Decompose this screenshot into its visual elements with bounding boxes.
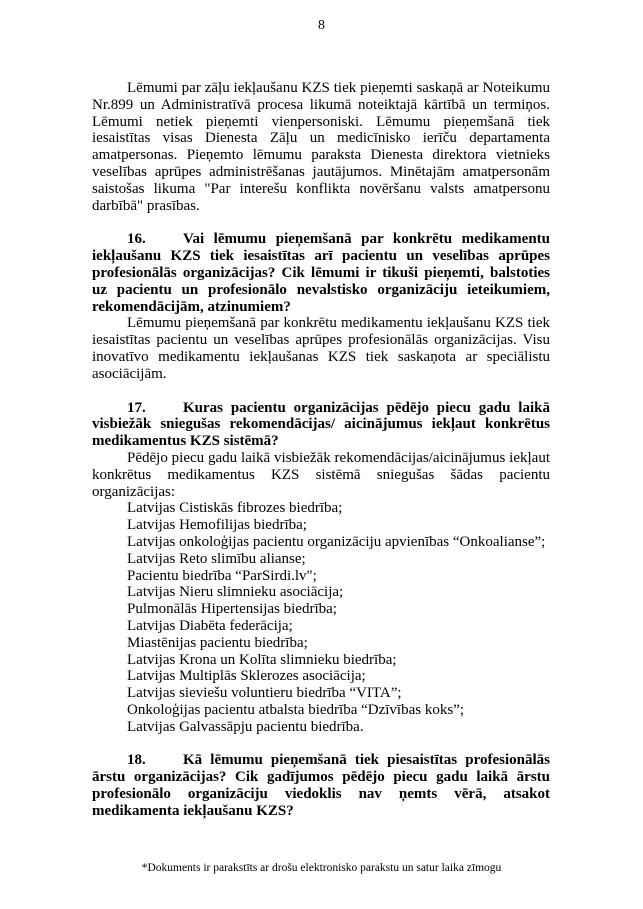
page-number: 8 bbox=[318, 18, 325, 33]
question-number: 17. bbox=[127, 399, 146, 416]
list-item: Latvijas Reto slimību alianse; bbox=[127, 550, 306, 567]
list-item: Pacientu biedrība “ParSirdi.lv"; bbox=[127, 567, 317, 584]
question-number: 16. bbox=[127, 231, 146, 248]
list-item: Latvijas Krona un Kolīta slimnieku biedrība; bbox=[127, 651, 397, 668]
spacer bbox=[92, 383, 550, 400]
list-item: Latvijas onkoloģijas pacientu organizāciju apvienības “Onkoalianse”; bbox=[127, 533, 546, 550]
question-number: 18. bbox=[127, 752, 146, 769]
spacer bbox=[92, 735, 550, 752]
question-text: Kuras pacientu organizācijas pēdējo piecu gadu laikā visbiežāk sniegušas rekomendācijas/ aicinājumus iekļaut konkrētus medikamentus KZS sistēmā? bbox=[92, 399, 550, 450]
list-item: Latvijas Nieru slimnieku asociācija; bbox=[127, 584, 344, 601]
list-item: Latvijas Cistiskās fibrozes biedrība; bbox=[127, 500, 343, 517]
list-item: Pulmonālās Hipertensijas biedrība; bbox=[127, 601, 337, 618]
question-17 bbox=[92, 400, 550, 450]
organization-list bbox=[92, 500, 550, 735]
spacer bbox=[92, 214, 550, 231]
list-item: Latvijas Hemofilijas biedrība; bbox=[127, 517, 307, 534]
list-item: Miastēnijas pacientu biedrība; bbox=[127, 634, 308, 651]
answer-16: Lēmumu pieņemšanā par konkrētu medikamentu iekļaušanu KZS tiek iesaistītas pacientu un veselības aprūpes profesionālās organizācijas. Visu inovatīvo medikamentu iekļaušanas KZS tiek saskaņota ar speciālistu asociācijām. bbox=[92, 315, 550, 382]
document-body bbox=[92, 80, 550, 820]
footer-note: *Dokuments ir parakstīts ar drošu elektronisko parakstu un satur laika zīmogu bbox=[141, 862, 502, 874]
question-16 bbox=[92, 231, 550, 315]
list-item: Latvijas Diabēta federācija; bbox=[127, 617, 293, 634]
list-item: Latvijas sieviešu voluntieru biedrība “VITA”; bbox=[127, 685, 402, 702]
list-item: Latvijas Galvassāpju pacientu biedrība. bbox=[127, 718, 364, 735]
question-text: Kā lēmumu pieņemšanā tiek piesaistītas profesionālās ārstu organizācijas? Cik gadījumos pēdējo piecu gadu laikā ārstu profesionālo organizāciju viedoklis nav ņemts vērā, atsakot medikamenta iekļaušanu KZS? bbox=[92, 752, 550, 819]
question-18 bbox=[92, 752, 550, 819]
list-item: Onkoloģijas pacientu atbalsta biedrība “Dzīvības koks”; bbox=[127, 701, 464, 718]
question-text: Vai lēmumu pieņemšanā par konkrētu medikamentu iekļaušanu KZS tiek iesaistītas arī pacientu un veselības aprūpes profesionālās organizācijas? Cik lēmumi ir tikuši pieņemti, balstoties uz pacientu un profesionālo nevalstisko organizāciju ieteikumiem, rekomendācijām, atzinumiem? bbox=[92, 231, 550, 315]
answer-17: Pēdējo piecu gadu laikā visbiežāk rekomendācijas/aicinājumus iekļaut konkrētus medikamentus KZS sistēmā sniegušas šādas pacientu organizācijas: bbox=[92, 449, 550, 500]
intro-paragraph: Lēmumi par zāļu iekļaušanu KZS tiek pieņemti saskaņā ar Noteikumu Nr.899 un Administratīvā procesa likumā noteiktajā kārtībā un termiņos. Lēmumi netiek pieņemti vienpersoniski. Lēmumu pieņemšanā tiek iesaistītas visas Dienesta Zāļu un medicīnisko ierīču departamenta amatpersonas. Pieņemto lēmumu paraksta Dienesta direktora vietnieks veselības aprūpes administrēšanas jautājumos. Minētajām amatpersonām saistošas likuma "Par interešu konflikta novēršanu valsts amatpersonu darbībā" prasības. bbox=[92, 80, 550, 214]
list-item: Latvijas Multiplās Sklerozes asociācija; bbox=[127, 668, 366, 685]
